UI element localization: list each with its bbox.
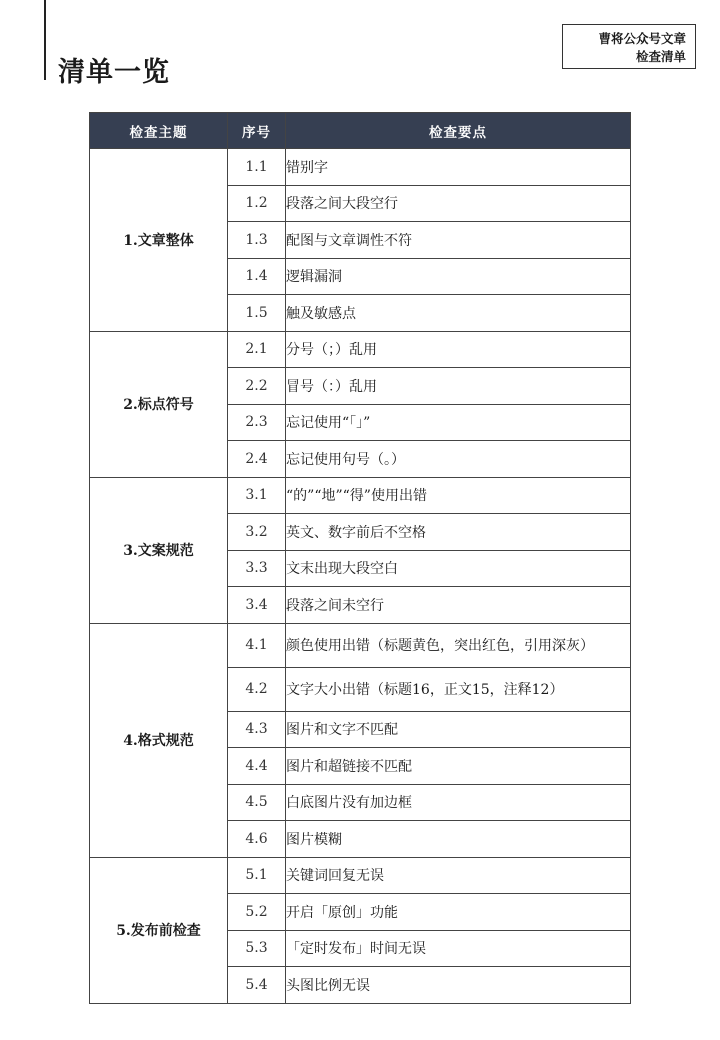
table-row <box>90 623 631 667</box>
check-point-cell: 头图比例无误 <box>286 967 631 1004</box>
number-cell: 3.1 <box>228 477 286 514</box>
number-cell: 4.4 <box>228 748 286 785</box>
topic-cell: 2.标点符号 <box>90 331 228 477</box>
number-cell: 5.4 <box>228 967 286 1004</box>
check-point-cell: “的”“地”“得”使用出错 <box>286 477 631 514</box>
check-point-cell: 错别字 <box>286 149 631 186</box>
header-check-point: 检查要点 <box>286 113 631 149</box>
table-row <box>90 149 631 186</box>
check-point-cell: 配图与文章调性不符 <box>286 222 631 259</box>
topic-cell: 3.文案规范 <box>90 477 228 623</box>
number-cell: 1.2 <box>228 185 286 222</box>
number-cell: 5.3 <box>228 930 286 967</box>
check-point-cell: 段落之间未空行 <box>286 587 631 624</box>
check-point-cell: 图片模糊 <box>286 821 631 858</box>
number-cell: 4.3 <box>228 711 286 748</box>
check-point-cell: 关键词回复无误 <box>286 857 631 894</box>
number-cell: 1.5 <box>228 295 286 332</box>
check-point-cell: 图片和文字不匹配 <box>286 711 631 748</box>
topic-cell: 5.发布前检查 <box>90 857 228 1003</box>
check-point-cell: 文末出现大段空白 <box>286 550 631 587</box>
number-cell: 4.5 <box>228 784 286 821</box>
document-label-line-2: 检查清单 <box>635 49 686 64</box>
check-point-cell: 英文、数字前后不空格 <box>286 514 631 551</box>
topic-cell: 1.文章整体 <box>90 149 228 332</box>
document-label-line-1: 曹将公众号文章 <box>598 31 686 46</box>
number-cell: 4.2 <box>228 667 286 711</box>
check-point-cell: 冒号（：）乱用 <box>286 368 631 405</box>
checklist-table <box>89 112 631 1004</box>
number-cell: 4.6 <box>228 821 286 858</box>
margin-rule <box>44 0 46 80</box>
check-point-cell: 「定时发布」时间无误 <box>286 930 631 967</box>
number-cell: 2.3 <box>228 404 286 441</box>
number-cell: 3.2 <box>228 514 286 551</box>
number-cell: 2.1 <box>228 331 286 368</box>
number-cell: 1.3 <box>228 222 286 259</box>
check-point-cell: 图片和超链接不匹配 <box>286 748 631 785</box>
number-cell: 4.1 <box>228 623 286 667</box>
check-point-cell: 触及敏感点 <box>286 295 631 332</box>
number-cell: 3.3 <box>228 550 286 587</box>
number-cell: 2.2 <box>228 368 286 405</box>
table-row <box>90 857 631 894</box>
table-header-row <box>90 113 631 149</box>
check-point-cell: 忘记使用“「」” <box>286 404 631 441</box>
table-row <box>90 331 631 368</box>
topic-cell: 4.格式规范 <box>90 623 228 857</box>
check-point-cell: 忘记使用句号（。） <box>286 441 631 478</box>
number-cell: 5.1 <box>228 857 286 894</box>
number-cell: 1.1 <box>228 149 286 186</box>
table-row <box>90 477 631 514</box>
check-point-cell: 颜色使用出错（标题黄色，突出红色，引用深灰） <box>286 623 631 667</box>
header-topic: 检查主题 <box>90 113 228 149</box>
number-cell: 5.2 <box>228 894 286 931</box>
table-body <box>90 149 631 1004</box>
number-cell: 1.4 <box>228 258 286 295</box>
number-cell: 2.4 <box>228 441 286 478</box>
header-number: 序号 <box>228 113 286 149</box>
check-point-cell: 文字大小出错（标题16，正文15，注释12） <box>286 667 631 711</box>
check-point-cell: 段落之间大段空行 <box>286 185 631 222</box>
number-cell: 3.4 <box>228 587 286 624</box>
page-title: 清单一览 <box>58 57 170 88</box>
check-point-cell: 白底图片没有加边框 <box>286 784 631 821</box>
check-point-cell: 开启「原创」功能 <box>286 894 631 931</box>
check-point-cell: 逻辑漏洞 <box>286 258 631 295</box>
check-point-cell: 分号（；）乱用 <box>286 331 631 368</box>
document-label <box>562 24 696 69</box>
